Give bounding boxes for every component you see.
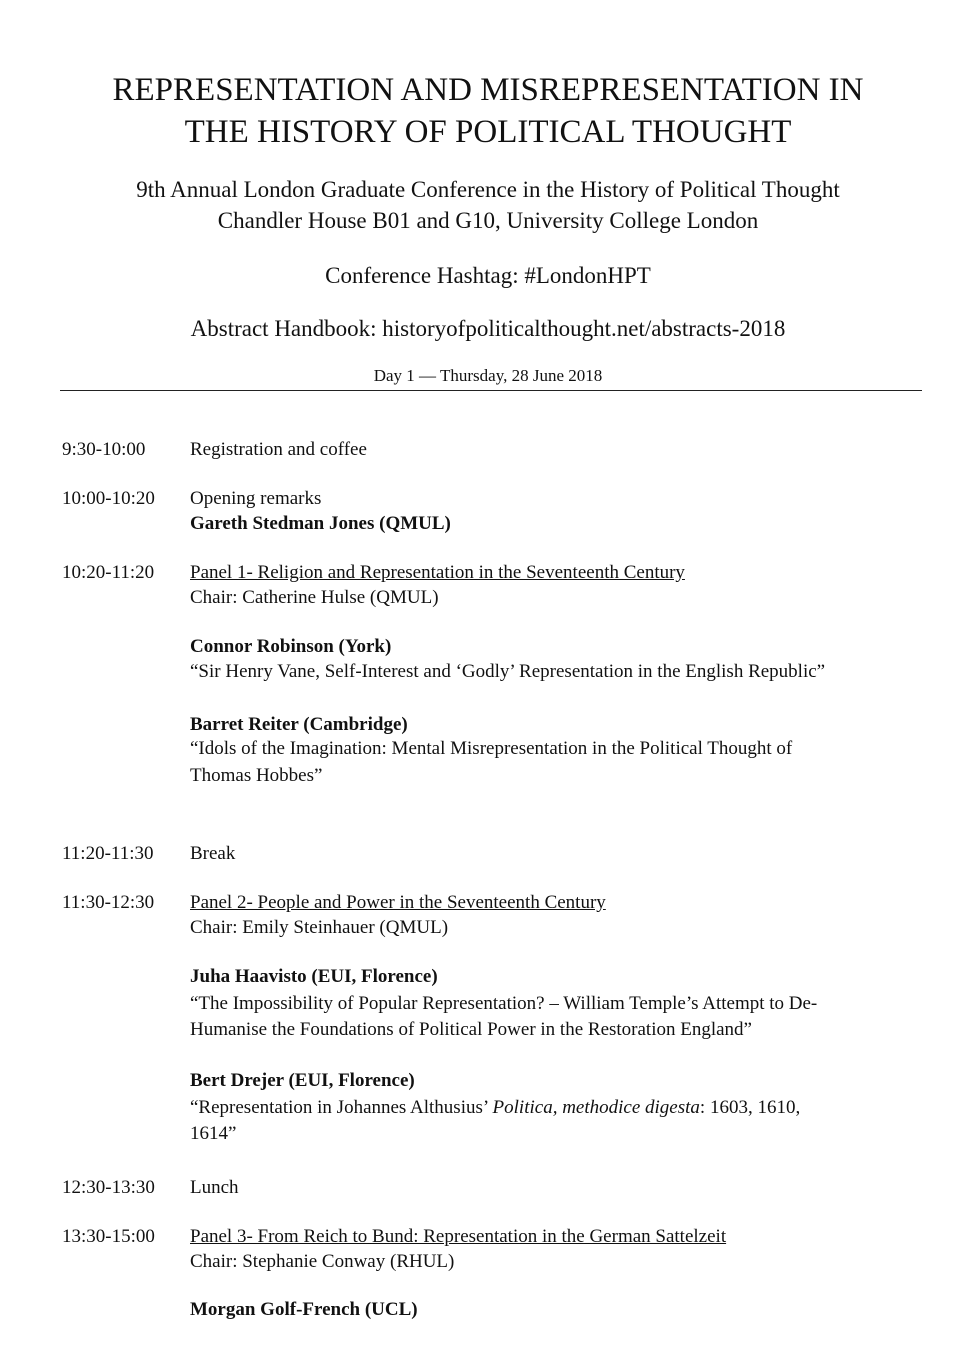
- panel-1-paper-2-line-2: Thomas Hobbes”: [190, 765, 323, 786]
- time-panel-2: 11:30-12:30: [62, 892, 155, 913]
- abstract-handbook: Abstract Handbook: historyofpoliticalthought.net/abstracts-2018: [190, 316, 786, 341]
- panel-2-paper-1-line-2: Humanise the Foundations of Political Power in the Restoration England”: [190, 1019, 752, 1040]
- paper-title-start: “Representation in Johannes Althusius’: [190, 1097, 493, 1118]
- title-line-1: REPRESENTATION AND MISREPRESENTATION IN: [112, 72, 864, 108]
- opening-speaker: Gareth Stedman Jones (QMUL): [190, 513, 451, 534]
- header-divider: [60, 390, 922, 391]
- time-break: 11:20-11:30: [62, 843, 154, 864]
- lunch-text: Lunch: [190, 1177, 239, 1198]
- subtitle-line-2: Chandler House B01 and G10, University College London: [217, 208, 759, 233]
- panel-1-paper-1: “Sir Henry Vane, Self-Interest and ‘Godly’ Representation in the English Republic”: [190, 661, 826, 682]
- panel-3-speaker-1: Morgan Golf-French (UCL): [190, 1299, 418, 1320]
- panel-1-title: Panel 1- Religion and Representation in the Seventeenth Century: [190, 562, 685, 583]
- panel-1-paper-2-line-1: “Idols of the Imagination: Mental Misrepresentation in the Political Thought of: [190, 738, 793, 759]
- panel-2-chair: Chair: Emily Steinhauer (QMUL): [190, 917, 449, 938]
- day-heading: Day 1 — Thursday, 28 June 2018: [373, 366, 603, 385]
- panel-3-title: Panel 3- From Reich to Bund: Representation in the German Sattelzeit: [190, 1226, 727, 1247]
- panel-2-paper-1-line-1: “The Impossibility of Popular Representation? – William Temple’s Attempt to De-: [190, 993, 818, 1014]
- time-registration: 9:30-10:00: [62, 439, 146, 460]
- opening-text: Opening remarks: [190, 488, 322, 509]
- time-panel-1: 10:20-11:20: [62, 562, 155, 583]
- paper-title-italic: Politica, methodice digesta: [492, 1097, 700, 1118]
- time-panel-3: 13:30-15:00: [62, 1226, 155, 1247]
- paper-title-end: : 1603, 1610,: [699, 1097, 801, 1118]
- panel-1-speaker-1: Connor Robinson (York): [190, 636, 392, 657]
- panel-1-chair: Chair: Catherine Hulse (QMUL): [190, 587, 439, 608]
- hashtag: Conference Hashtag: #LondonHPT: [325, 263, 651, 288]
- break-text: Break: [190, 843, 236, 864]
- panel-2-paper-2-line-2: 1614”: [190, 1123, 237, 1144]
- panel-2-paper-2-line-1: [190, 1097, 800, 1119]
- panel-2-title: Panel 2- People and Power in the Seventeenth Century: [190, 892, 606, 913]
- time-lunch: 12:30-13:30: [62, 1177, 155, 1198]
- time-opening: 10:00-10:20: [62, 488, 155, 509]
- title-line-2: THE HISTORY OF POLITICAL THOUGHT: [184, 114, 792, 150]
- panel-1-speaker-2: Barret Reiter (Cambridge): [190, 714, 408, 735]
- panel-2-speaker-2: Bert Drejer (EUI, Florence): [190, 1070, 415, 1091]
- subtitle-line-1: 9th Annual London Graduate Conference in the History of Political Thought: [136, 177, 840, 202]
- panel-2-speaker-1: Juha Haavisto (EUI, Florence): [190, 966, 438, 987]
- registration-text: Registration and coffee: [190, 439, 367, 460]
- panel-3-chair: Chair: Stephanie Conway (RHUL): [190, 1251, 455, 1272]
